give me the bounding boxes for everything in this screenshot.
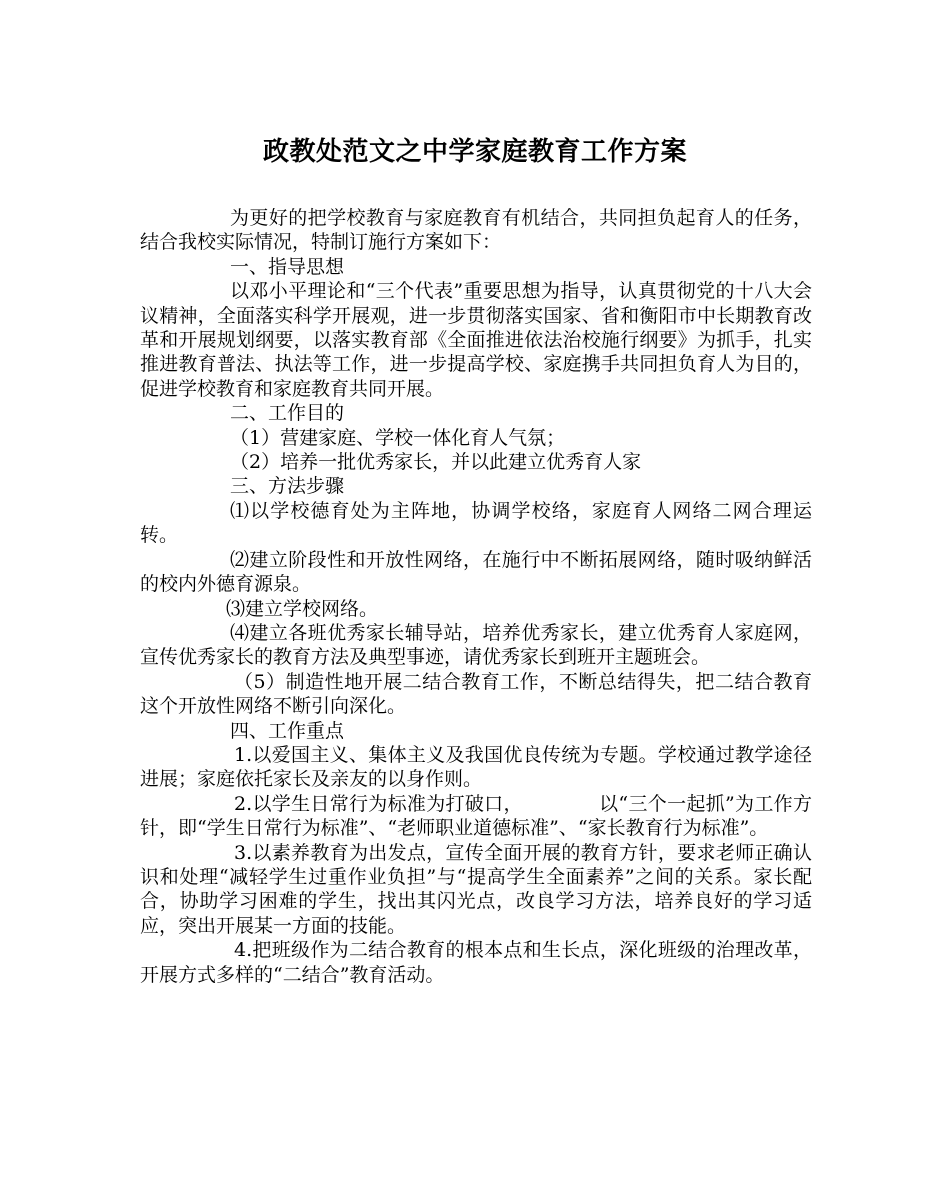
focus-item-3: 3.以素养教育为出发点，宣传全面开展的教育方针，要求老师正确认识和处理“减轻学生过重作业负担”与“提高学生全面素养”之间的关系。家长配合，协助学习困难的学生，找出其闪光点，改良学习方法，培养良好的学习适应，突出开展某一方面的技能。 [140,841,812,937]
focus-item-2-lead: 2.以学生日常行为标准为打破口， [234,792,523,815]
focus-item-1: 1.以爱国主义、集体主义及我国优良传统为专题。学校通过教学途径进展；家庭依托家长及亲友的以身作则。 [140,743,812,791]
objective-item-2: （2）培养一批优秀家长，并以此建立优秀育人家 [230,451,642,474]
section-heading-methods-steps: 三、方法步骤 [230,475,345,498]
section-heading-work-objectives: 二、工作目的 [230,402,345,425]
focus-item-2-continuation: 以“三个一起抓”为工作方针，即“学生日常行为标准”、“老师职业道德标准”、“家长教育行为标准”。 [140,792,812,840]
method-item-5: （5）制造性地开展二结合教育工作，不断总结得失，把二结合教育这个开放性网络不断引向深化。 [140,670,812,718]
document-body [140,206,812,987]
section-heading-work-focus: 四、工作重点 [230,719,345,742]
focus-item-4: 4.把班级作为二结合教育的根本点和生长点，深化班级的治理改革，开展方式多样的“二结合”教育活动。 [140,939,812,986]
method-item-1: ⑴以学校德育处为主阵地，协调学校络，家庭育人网络二网合理运转。 [140,499,812,547]
section-heading-guiding-ideology: 一、指导思想 [230,255,345,278]
objective-item-1: （1）营建家庭、学校一体化育人气氛； [230,426,566,449]
intro-paragraph: 为更好的把学校教育与家庭教育有机结合，共同担负起育人的任务，结合我校实际情况，特制订施行方案如下： [140,207,812,254]
focus-item-2 [140,792,812,841]
method-item-2: ⑵建立阶段性和开放性网络，在施行中不断拓展网络，随时吸纳鲜活的校内外德育源泉。 [140,548,812,596]
document-title: 政教处范文之中学家庭教育工作方案 [262,137,687,167]
method-item-4: ⑷建立各班优秀家长辅导站，培养优秀家长，建立优秀育人家庭网，宣传优秀家长的教育方法及典型事迹，请优秀家长到班开主题班会。 [140,621,812,669]
guiding-ideology-paragraph: 以邓小平理论和“三个代表”重要思想为指导，认真贯彻党的十八大会议精神，全面落实科学开展观，进一步贯彻落实国家、省和衡阳市中长期教育改革和开展规划纲要，以落实教育部《全面推进依法治校施行纲要》为抓手，扎实推进教育普法、执法等工作，进一步提高学校、家庭携手共同担负育人为目的，促进学校教育和家庭教育共同开展。 [140,280,812,400]
method-item-3: ⑶建立学校网络。 [226,597,379,620]
